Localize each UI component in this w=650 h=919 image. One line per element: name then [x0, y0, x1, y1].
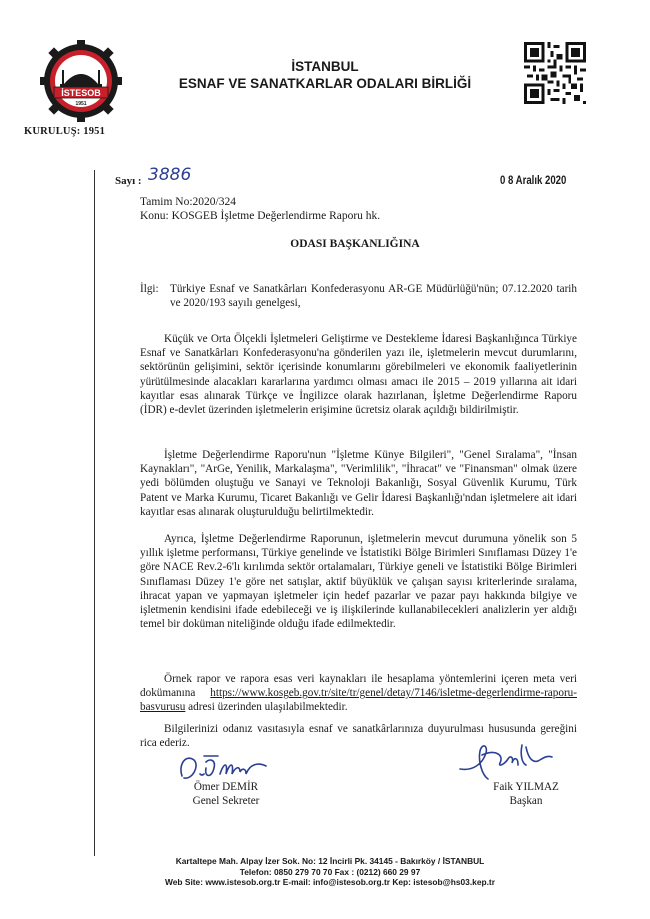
sayi-label: Sayı : [115, 175, 142, 187]
qr-code-icon [524, 42, 586, 104]
subject-line: Konu: KOSGEB İşletme Değerlendirme Raporu hk. [140, 210, 381, 222]
footer-line-3: Web Site: www.istesob.org.tr E-mail: info@istesob.org.tr Kep: istesob@hs03.kep.tr [165, 877, 495, 887]
footer-line-2: Telefon: 0850 279 70 70 Fax : (0212) 660 29 97 [239, 866, 421, 877]
recipient-heading: ODASI BAŞKANLIĞINA [290, 238, 420, 250]
paragraph-2: İşletme Değerlendirme Raporu'nun "İşletme Künye Bilgileri", "Genel Sıralama", "İnsan Kaynakları", "ArGe, Yenilik, Markalaşma", "Verimlilik", "İhracat" ve "Finansman" olmak üzere yedi bölümden oluştuğu ve Sanayi ve Teknoloji Bakanlığı, Sosyal Güvenlik Kurumu, Türk Patent ve Marka Kurumu, Ticaret Bakanlığı ve Gelir İdaresi Başkanlığı'ndan işletmelere ait idari kayıtlar esas alınarak oluşturulduğu belirtilmektedir. [140, 449, 577, 518]
tamim-number: Tamim No:2020/324 [140, 196, 236, 208]
reference-block [140, 195, 380, 223]
paragraph-1: Küçük ve Orta Ölçekli İşletmeleri Geliştirme ve Destekleme İdaresi Başkanlığınca Türkiye Esnaf ve Sanatkârları Konfederasyonu'na gönderilen yazı ile, işletmelerin mevcut durumlarını, sektörünün gelişimini, sektör içerisinde konumlarını görebilmeleri ve ekonomik faaliyetlerinin yürütülmesinde alacakları kararlarına yardımcı olması amacı ile 2015 – 2019 yıllarına ait idari kayıtlar esas alınarak Türkçe ve İngilizce olarak hazırlanan, İşletme Değerlendirme Raporu (İDR) e-devlet üzerinden işletmelerin erişimine ücretsiz olarak açıldığı bildirilmiştir. [140, 333, 577, 417]
footer-line-1: Kartaltepe Mah. Alpay İzer Sok. No: 12 İncirli Pk. 34145 - Bakırköy / İSTANBUL [175, 856, 485, 866]
ilgi-label: İlgi: [140, 283, 159, 295]
signature-omer-demir [176, 750, 276, 784]
founded-text: KURULUŞ: 1951 [24, 126, 106, 137]
signatory-right [466, 780, 586, 808]
paragraph-4-start: Örnek rapor ve rapora esas veri kaynakları ile hesaplama yöntemlerini içeren meta veri dokümanına [140, 673, 577, 700]
left-signature [176, 750, 276, 784]
signatory-left-title: Genel Sekreter [192, 795, 260, 807]
istesob-logo [40, 40, 122, 122]
margin-line [94, 170, 95, 856]
paragraph-4-end: adresi üzerinden ulaşılabilmektedir. [185, 701, 348, 714]
ilgi-text: Türkiye Esnaf ve Sanatkârları Konfederasyonu AR-GE Müdürlüğü'nün; 07.12.2020 tarih ve 2020/193 sayılı genelgesi, [170, 283, 577, 310]
signatory-right-title: Başkan [509, 795, 543, 807]
logo-year: 1951 [75, 101, 87, 107]
sayi-number: 3886 [148, 165, 192, 185]
istesob-emblem [40, 40, 122, 122]
qr-code [524, 42, 586, 104]
signatory-left-name: Ömer DEMİR [193, 781, 259, 793]
kosgeb-link[interactable]: https://www.kosgeb.gov.tr/site/tr/genel/detay/7146/isletme-degerlendirme-raporu-basvurusu [140, 687, 577, 714]
paragraph-3: Ayrıca, İşletme Değerlendirme Raporunun, işletmelerin mevcut durumuna yönelik son 5 yıllık işletme performansı, Türkiye genelinde ve İstatistiki Bölge Birimleri Sınıflaması Düzey 1'e göre NACE Rev.2-6'lı kırılımda sektör ortalamaları, Türkiye geneli ve İstatistiki Bölge Birimleri Sınıflaması Düzey 1'e göre net satışlar, aktif büyüklük ve çalışan sayısı kriterlerinde sıralama, ihracat yapan ve yapmayan işletmeler için hedef pazarlar ve pazar payı hakkında bilgiye ve işletmenin kendisini ifade edebileceği ve iş ilişkilerinde kullanabilecekleri analizlerin yer aldığı temel bir doküman niteliğinde olduğu ifade edilmektedir. [140, 533, 577, 631]
document-date: 0 8 Aralık 2020 [500, 173, 567, 187]
signature-faik-yilmaz [452, 735, 562, 783]
right-signature [452, 735, 562, 783]
paragraph-5: Bilgilerinizi odanız vasıtasıyla esnaf ve sanatkârlarınıza duyurulması hususunda gereğini rica ederiz. [140, 723, 577, 750]
paragraph-4 [140, 672, 577, 715]
org-line-2: ESNAF VE SANATKARLAR ODALARI BİRLİĞİ [178, 76, 472, 91]
organization-title [165, 58, 485, 92]
org-line-1: İSTANBUL [291, 59, 359, 74]
signatory-right-name: Faik YILMAZ [493, 781, 559, 793]
signatory-left [166, 780, 286, 808]
logo-text: İSTESOB [61, 88, 101, 98]
footer-address [80, 856, 580, 888]
